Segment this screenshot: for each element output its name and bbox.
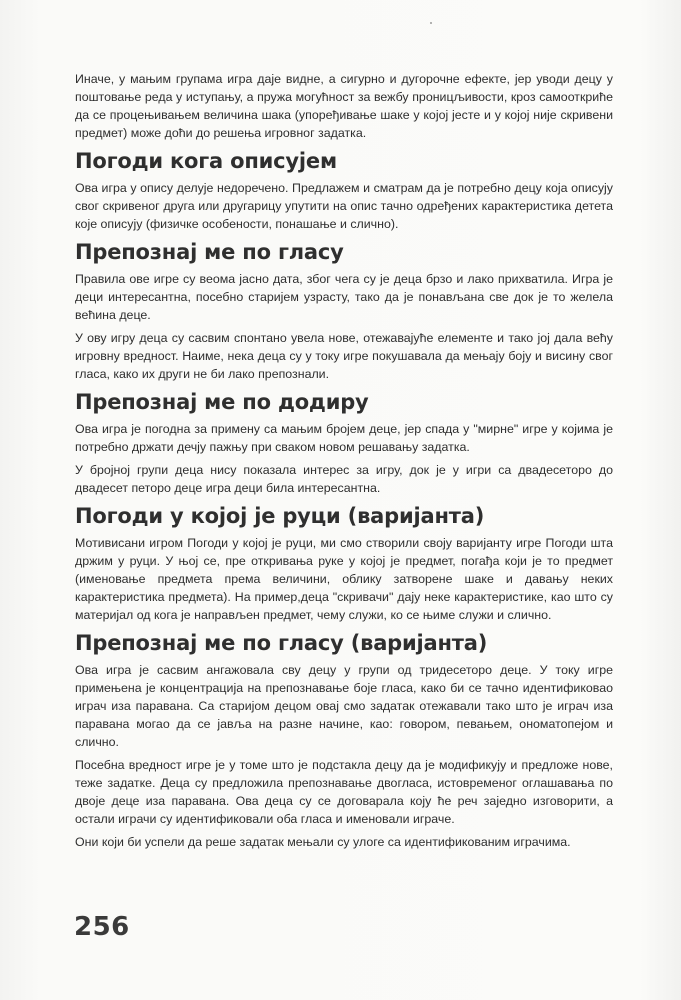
section-paragraph: Они који би успели да реше задатак мењали су улоге са идентификованим играчима. (75, 835, 571, 849)
section-heading: Погоди кога описујем (75, 149, 337, 173)
section-paragraph: Правила ове игре су веома јасно дата, због чега су је деца брзо и лако прихватила. Игра је деци интересантна, посебно старијем узрасту, тако да је понављана све док је то желела већина деце. (75, 272, 613, 322)
section-paragraph: Ова игра у опису делује недоречено. Предлажем и сматрам да је потребно децу која описују свог скривеног друга или другарицу упутити на опис тачно одређених карактеристика детета које описују (физичке особености, понашање и слично). (75, 181, 613, 231)
section-paragraph: У ову игру деца су сасвим спонтано увела нове, отежавајуће елементе и тако јој дала већу игровну вредност. Наиме, нека деца су у току игре покушавала да мењају боју и висину свог гласа, како их други не би лако препознали. (75, 331, 613, 381)
section-heading: Препознај ме по гласу (75, 240, 344, 264)
section-paragraph: Ова игра је сасвим ангажовала сву децу у групи од тридесеторо деце. У току игре примењена је концентрација на препознавање боје гласа, како би се тачно идентификовао играч иза паравана. Са старијом децом овај смо задатак отежавали тако што је играч иза паравана могао да се јавља на разне начине, као: говором, певањем, ономатопејом и слично. (75, 663, 613, 749)
section-heading: Препознај ме по гласу (варијанта) (75, 631, 488, 655)
section-paragraph: У бројној групи деца нису показала интерес за игру, док је у игри са двадесеторо до двадесет петоро деце игра деци била интересантна. (75, 463, 613, 495)
section-paragraph: Ова игра је погодна за примену са мањим бројем деце, јер спада у "мирне" игре у којима је потребно држати дечју пажњу при сваком новом решавању задатка. (75, 422, 613, 454)
page-number: 256 (74, 912, 130, 942)
section-paragraph: Посебна вредност игре је у томе што је подстакла децу да је модификују и предложе нове, теже задатке. Деца су предложила препознавање двогласа, истовременог оглашавања по двоје деце иза паравана. Ова деца су се договарала коју ће реч заједно изговорити, а остали играчи су идентификовали оба гласа и именовали играче. (75, 758, 613, 826)
intro-paragraph: Иначе, у мањим групама игра даје видне, а сигурно и дугорочне ефекте, јер уводи децу у поштовање реда у иступању, а пружа могућност за вежбу проницљивости, кроз самооткриће да се процењивањем величина шака (упоређивање шаке у којој јесте и у којој није скривени предмет) може доћи до решења игровног задатка. (75, 72, 613, 140)
section-heading: Препознај ме по додиру (75, 390, 369, 414)
scan-speck (430, 22, 432, 24)
section-paragraph: Мотивисани игром Погоди у којој је руци, ми смо створили своју варијанту игре Погоди шта држим у руци. У њој се, пре откривања руке у којој је предмет, погађа који је то предмет (именовање предмета према величини, облику затворене шаке и давању неких карактеристика предмета). На пример,деца "скривачи" дају неке карактеристике, као што су материјал од кога је направљен предмет, чему служи, ко се њиме служи и слично. (75, 536, 613, 622)
page-content (75, 70, 613, 856)
section-heading: Погоди у којој је руци (варијанта) (75, 504, 485, 528)
